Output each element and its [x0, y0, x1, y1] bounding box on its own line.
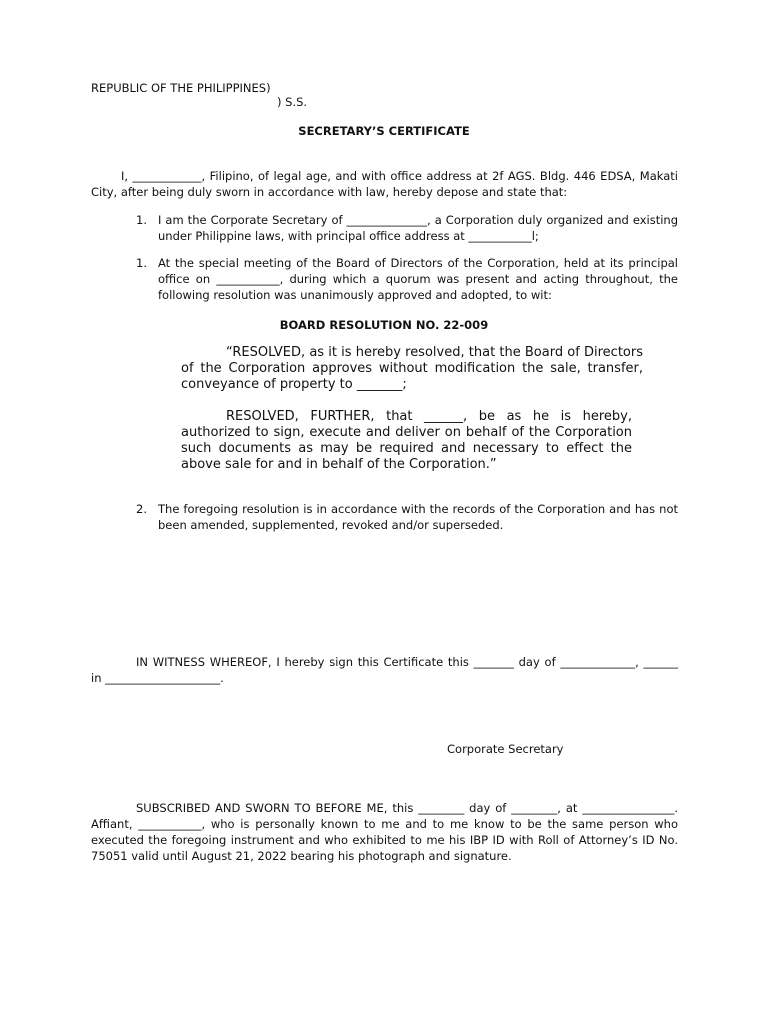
resolution-paragraph-1: “RESOLVED, as it is hereby resolved, that the Board of Directors of the Corporation approves without modification the sale, transfer, conveyance of property to _______; — [181, 345, 643, 392]
intro-paragraph: I, ____________, Filipino, of legal age, and with office address at 2f AGS. Bldg. 446 EDSA, Makati City, after being duly sworn in accordance with law, hereby depose and state that: — [91, 169, 678, 199]
resolution-title: BOARD RESOLUTION NO. 22-009 — [279, 318, 489, 332]
item-text: The foregoing resolution is in accordance with the records of the Corporation and has not been amended, supplemented, revoked and/or superseded. — [158, 502, 678, 532]
resolution-paragraph-2: RESOLVED, FURTHER, that ______, be as he is hereby, authorized to sign, execute and deliver on behalf of the Corporation such documents as may be required and necessary to effect the above sale for and in behalf of the Corporation.” — [181, 409, 632, 472]
item-number: 2. — [136, 502, 147, 516]
venue-line-1: REPUBLIC OF THE PHILIPPINES) — [91, 81, 271, 95]
item-number: 1. — [136, 213, 147, 227]
venue-line-2: ) S.S. — [277, 95, 308, 109]
item-number: 1. — [136, 256, 147, 270]
signature-label: Corporate Secretary — [447, 742, 564, 756]
jurat-paragraph: SUBSCRIBED AND SWORN TO BEFORE ME, this ________ day of ________, at ________________. Affiant, ___________, who is personally known to me and to me know to be the same person who executed the foregoing instrument and who exhibited to me his IBP ID with Roll of Attorney’s ID No. 75051 valid until August 21, 2022 bearing his photograph and signature. — [91, 801, 678, 863]
witness-paragraph: IN WITNESS WHEREOF, I hereby sign this Certificate this _______ day of _____________, ______ in ____________________. — [91, 655, 678, 685]
item-text: I am the Corporate Secretary of ______________, a Corporation duly organized and existing under Philippine laws, with principal office address at ___________l; — [158, 213, 678, 243]
item-text: At the special meeting of the Board of Directors of the Corporation, held at its principal office on ___________, during which a quorum was present and acting throughout, the following resolution was unanimously approved and adopted, to wit: — [158, 256, 678, 302]
document-title: SECRETARY’S CERTIFICATE — [298, 124, 470, 138]
